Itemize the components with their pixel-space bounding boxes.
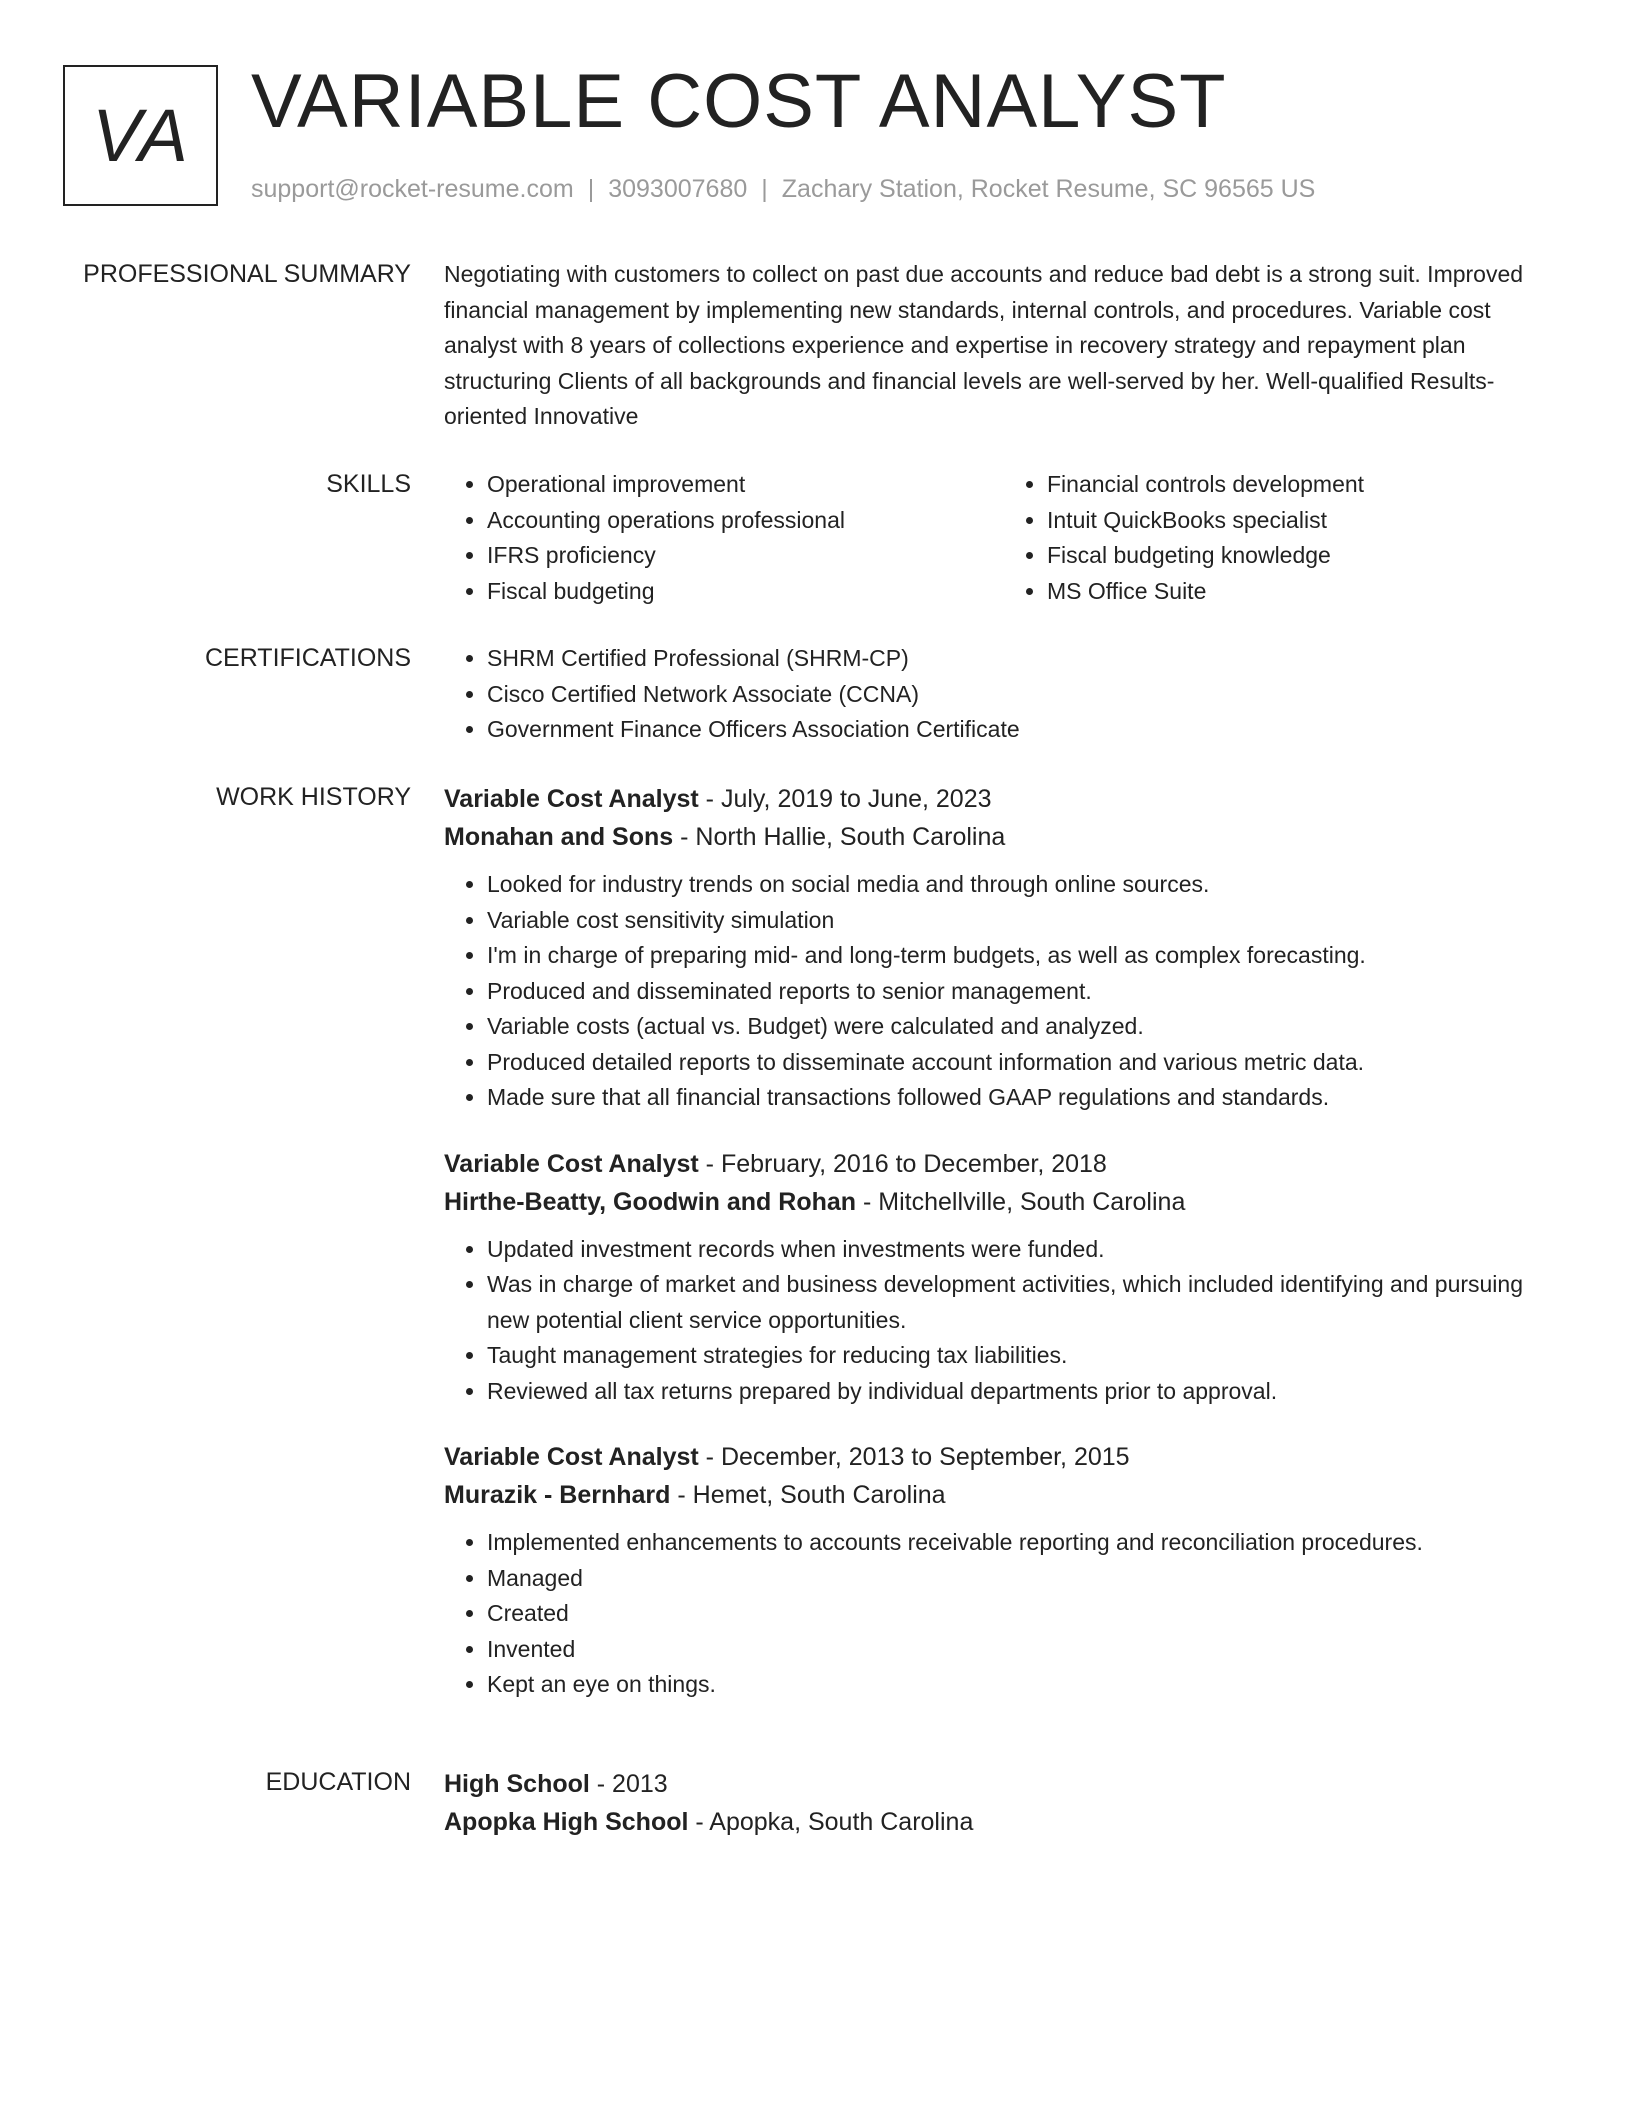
job-bullets	[444, 1232, 1564, 1410]
summary-heading: PROFESSIONAL SUMMARY	[83, 260, 411, 288]
certifications-heading: CERTIFICATIONS	[204, 644, 411, 672]
education-degree-line	[444, 1765, 1564, 1803]
job-title: Variable Cost Analyst	[444, 1443, 699, 1471]
skill-item: • Fiscal budgeting knowledge	[1047, 538, 1564, 574]
job-company-line	[444, 1476, 1564, 1514]
job-company-line	[444, 1183, 1564, 1221]
education-heading: EDUCATION	[265, 1768, 411, 1796]
job-dates: - July, 2019 to June, 2023	[698, 785, 992, 813]
job-bullet: • Created	[487, 1596, 1564, 1632]
job-entry	[444, 1145, 1564, 1410]
job-bullet: • Reviewed all tax returns prepared by individual departments prior to approval.	[487, 1374, 1564, 1410]
job-title-line	[444, 780, 1564, 818]
job-company: Hirthe-Beatty, Goodwin and Rohan	[444, 1187, 857, 1216]
job-location: - North Hallie, South Carolina	[673, 823, 1006, 851]
job-company-line	[444, 818, 1564, 856]
education-school: Apopka High School	[444, 1808, 689, 1836]
skill-item: • Accounting operations professional	[487, 503, 1004, 539]
skills-list-right	[1004, 467, 1564, 609]
job-title-line	[444, 1145, 1564, 1183]
job-bullet: • I'm in charge of preparing mid- and long-term budgets, as well as complex forecasting.	[487, 938, 1564, 974]
skills-list-left	[444, 467, 1004, 609]
job-title: Variable Cost Analyst	[444, 785, 699, 813]
job-bullets	[444, 867, 1564, 1116]
skills-heading: SKILLS	[326, 470, 411, 498]
contact-separator: |	[761, 175, 768, 203]
contact-phone: 3093007680	[608, 175, 748, 203]
job-bullet: • Managed	[487, 1561, 1564, 1597]
contact-separator: |	[587, 175, 595, 203]
skill-item: • Fiscal budgeting	[487, 574, 1004, 610]
job-bullet: • Produced detailed reports to disseminate account information and various metric data.	[487, 1045, 1564, 1081]
job-title-line	[444, 1438, 1564, 1476]
job-location: - Mitchellville, South Carolina	[856, 1187, 1186, 1216]
job-bullet: • Variable cost sensitivity simulation	[487, 903, 1564, 939]
skill-item: • IFRS proficiency	[487, 538, 1004, 574]
job-bullets	[444, 1525, 1564, 1703]
certification-item: • Cisco Certified Network Associate (CCNA)	[487, 677, 1564, 713]
contact-address: Zachary Station, Rocket Resume, SC 96565 US	[781, 175, 1316, 203]
job-bullet: • Taught management strategies for reducing tax liabilities.	[487, 1338, 1564, 1374]
skill-item: • Operational improvement	[487, 467, 1004, 503]
education-year: - 2013	[589, 1770, 668, 1798]
contact-email: support@rocket-resume.com	[251, 175, 574, 203]
certification-item: • Government Finance Officers Association Certificate	[487, 712, 1564, 748]
job-bullet: • Was in charge of market and business development activities, which included identifying and pursuing new potential client service opportunities.	[487, 1267, 1564, 1338]
job-bullet: • Invented	[487, 1632, 1564, 1668]
skill-item: • Intuit QuickBooks specialist	[1047, 503, 1564, 539]
job-bullet: • Kept an eye on things.	[487, 1667, 1564, 1703]
job-bullet: • Made sure that all financial transactions followed GAAP regulations and standards.	[487, 1080, 1564, 1116]
education-degree: High School	[444, 1770, 590, 1798]
job-company: Monahan and Sons	[444, 823, 674, 851]
job-title: Variable Cost Analyst	[444, 1149, 699, 1178]
job-bullet: • Updated investment records when investments were funded.	[487, 1232, 1564, 1268]
job-entry	[444, 780, 1564, 1116]
job-entry	[444, 1438, 1564, 1703]
skill-item: • MS Office Suite	[1047, 574, 1564, 610]
job-company: Murazik - Bernhard	[444, 1481, 671, 1509]
job-bullet: • Produced and disseminated reports to senior management.	[487, 974, 1564, 1010]
contact-line	[251, 172, 1315, 206]
certifications-list	[444, 641, 1564, 748]
job-dates: - February, 2016 to December, 2018	[698, 1149, 1107, 1178]
job-bullet: • Looked for industry trends on social media and through online sources.	[487, 867, 1564, 903]
certification-item: • SHRM Certified Professional (SHRM-CP)	[487, 641, 1564, 677]
job-dates: - December, 2013 to September, 2015	[698, 1443, 1130, 1471]
education-location: - Apopka, South Carolina	[688, 1808, 974, 1836]
job-bullet: • Implemented enhancements to accounts receivable reporting and reconciliation procedures.	[487, 1525, 1564, 1561]
resume-name: VARIABLE COST ANALYST	[251, 59, 1227, 144]
job-location: - Hemet, South Carolina	[670, 1481, 946, 1509]
education-school-line	[444, 1803, 1564, 1841]
work-history-heading: WORK HISTORY	[216, 783, 411, 811]
summary-text: Negotiating with customers to collect on past due accounts and reduce bad debt is a strong suit. Improved financial management by implementing new standards, internal controls, and procedures. Variable cost analyst with 8 years of collections experience and expertise in recovery strategy and repayment plan structuring Clients of all backgrounds and financial levels are well-served by her. Well-qualified Results-oriented Innovative	[444, 261, 1524, 429]
job-bullet: • Variable costs (actual vs. Budget) were calculated and analyzed.	[487, 1009, 1564, 1045]
monogram-logo: VA	[63, 65, 218, 206]
skill-item: • Financial controls development	[1047, 467, 1564, 503]
